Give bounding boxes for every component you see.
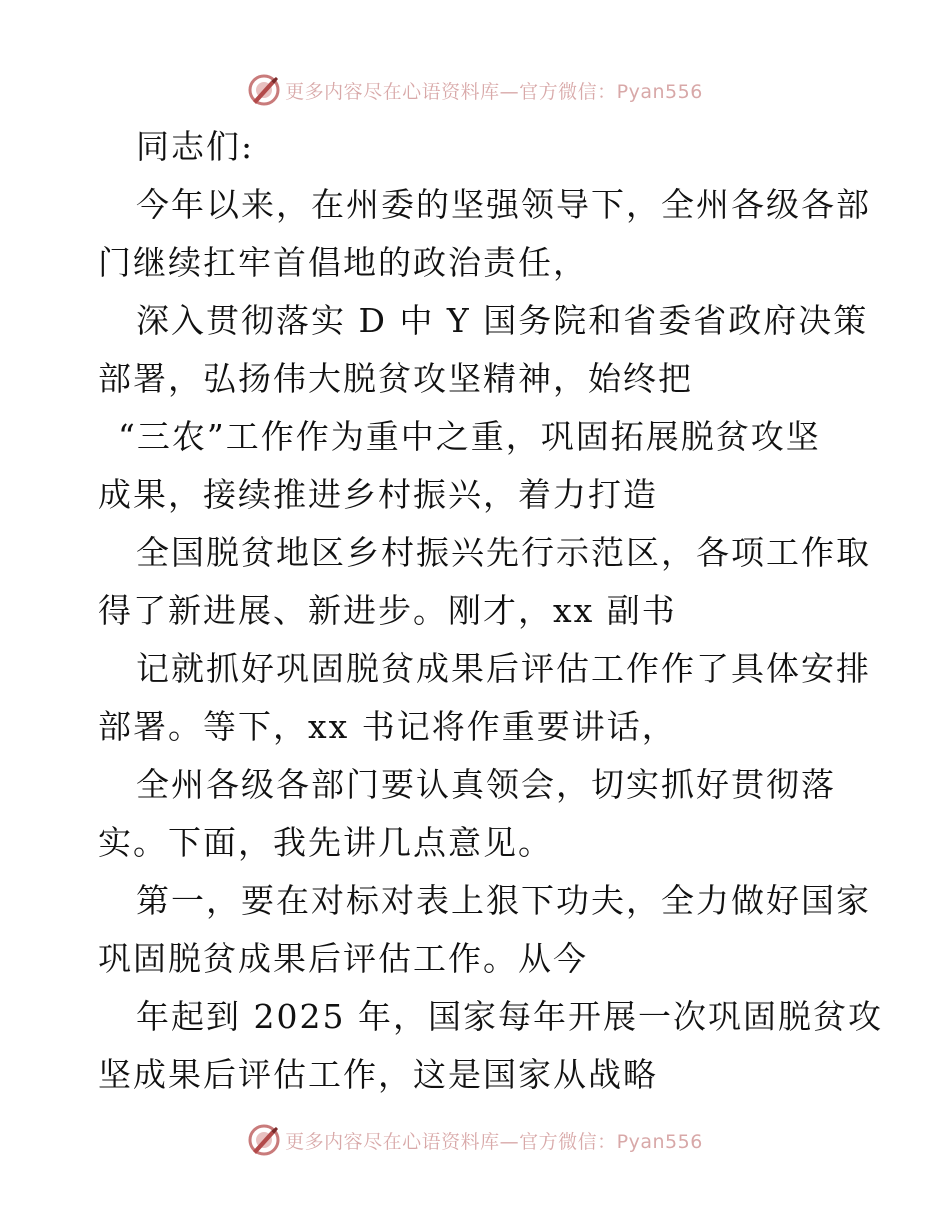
paragraph-line: 部署，弘扬伟大脱贫攻坚精神，始终把 [98, 359, 693, 398]
paragraph-line: 记就抓好巩固脱贫成果后评估工作作了具体安排 [136, 649, 871, 688]
header-watermark-text: 更多内容尽在心语资料库—官方微信：Pyan556 [285, 80, 703, 103]
footer-watermark-banner [0, 1120, 950, 1160]
paragraph-line: 成果，接续推进乡村振兴，着力打造 [98, 475, 658, 514]
paragraph-line: 门继续扛牢首倡地的政治责任， [98, 243, 588, 282]
paragraph-line: 巩固脱贫成果后评估工作。从今 [98, 939, 588, 978]
paragraph-line: 深入贯彻落实 D 中 Y 国务院和省委省政府决策 [136, 301, 869, 340]
paragraph-line: 全国脱贫地区乡村振兴先行示范区，各项工作取 [136, 533, 871, 572]
pen-seal-logo-icon [247, 73, 281, 107]
paragraph-line: 实。下面，我先讲几点意见。 [98, 823, 553, 862]
paragraph-line: 坚成果后评估工作，这是国家从战略 [98, 1055, 658, 1094]
paragraph-line: 年起到 2025 年，国家每年开展一次巩固脱贫攻 [136, 997, 883, 1036]
paragraph-line: 部署。等下，xx 书记将作重要讲话， [98, 707, 677, 746]
footer-watermark-text: 更多内容尽在心语资料库—官方微信：Pyan556 [285, 1130, 703, 1153]
paragraph-line: 全州各级各部门要认真领会，切实抓好贯彻落 [136, 765, 836, 804]
paragraph-line: 得了新进展、新进步。刚才，xx 副书 [98, 591, 677, 630]
header-watermark-banner [0, 70, 950, 110]
pen-seal-logo-icon [247, 1123, 281, 1157]
paragraph-line: 今年以来，在州委的坚强领导下，全州各级各部 [136, 185, 871, 224]
paragraph-line: 第一，要在对标对表上狠下功夫，全力做好国家 [136, 881, 871, 920]
paragraph-line: “三农”工作作为重中之重，巩固拓展脱贫攻坚 [118, 417, 821, 456]
paragraph-line: 同志们: [136, 127, 255, 166]
